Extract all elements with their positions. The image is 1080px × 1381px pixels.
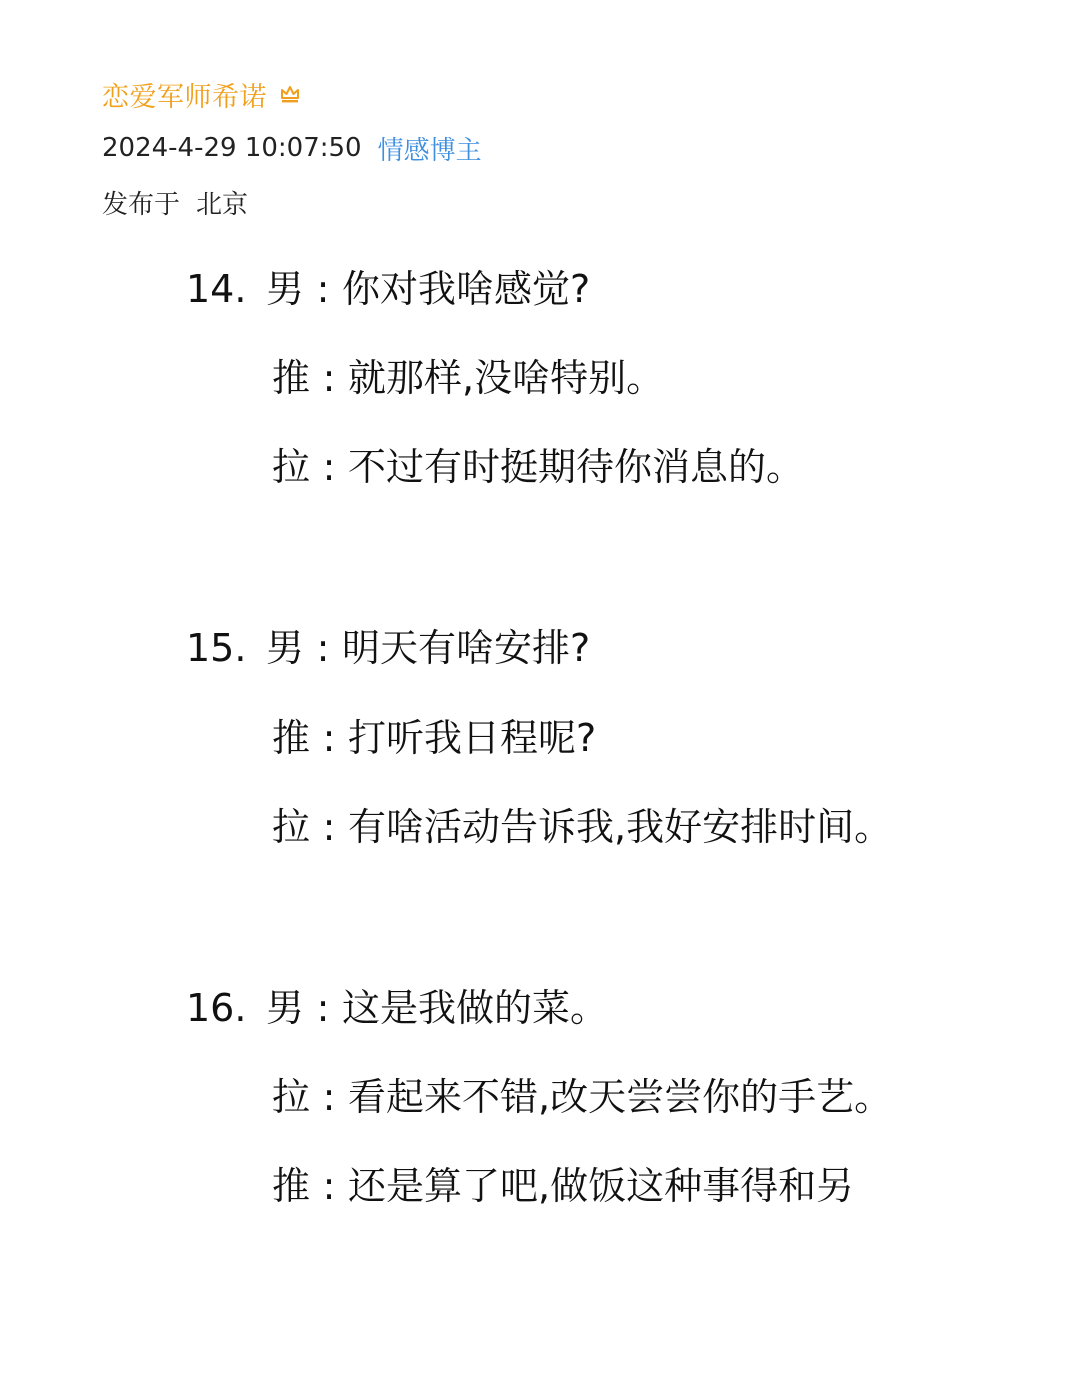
dialogue-line: [272, 803, 892, 851]
dialogue-line: [272, 1073, 892, 1121]
speaker-colon: :: [322, 1164, 336, 1208]
post-timestamp: 2024-4-29 10:07:50: [102, 133, 362, 163]
dialogue-text: 还是算了吧,做饭这种事得和另: [348, 1164, 855, 1208]
speaker-label: 拉: [272, 445, 311, 489]
speaker-label: 男: [266, 626, 305, 670]
speaker-colon: :: [316, 986, 330, 1030]
author-row: [102, 72, 482, 116]
crown-icon: [279, 83, 301, 105]
speaker-label: 拉: [272, 805, 311, 849]
speaker-label: 推: [272, 1164, 311, 1208]
dialogue-text: 打听我日程呢?: [348, 716, 597, 760]
dialogue-text: 有啥活动告诉我,我好安排时间。: [348, 805, 893, 849]
dialogue-text: 就那样,没啥特别。: [348, 356, 665, 400]
author-name[interactable]: 恋爱军师希诺: [102, 81, 267, 113]
dialogue-number: 16.: [186, 986, 247, 1030]
speaker-label: 男: [266, 267, 305, 311]
dialogue-line: [186, 984, 608, 1032]
speaker-colon: :: [316, 626, 330, 670]
dialogue-text: 不过有时挺期待你消息的。: [348, 445, 805, 489]
dialogue-number: 15.: [186, 626, 247, 670]
speaker-colon: :: [322, 445, 336, 489]
dialogue-line: [186, 624, 590, 672]
dialogue-line: [272, 714, 596, 762]
speaker-label: 推: [272, 716, 311, 760]
location-value: 北京: [196, 189, 249, 220]
dialogue-text: 明天有啥安排?: [342, 626, 591, 670]
speaker-colon: :: [322, 356, 336, 400]
dialogue-line: [186, 265, 590, 313]
post-header: [102, 72, 482, 224]
speaker-label: 拉: [272, 1075, 311, 1119]
meta-row: [102, 126, 482, 170]
speaker-colon: :: [322, 805, 336, 849]
dialogue-text: 你对我啥感觉?: [342, 267, 591, 311]
dialogue-line: [272, 1162, 854, 1210]
speaker-label: 推: [272, 356, 311, 400]
speaker-colon: :: [322, 1075, 336, 1119]
dialogue-number: 14.: [186, 267, 247, 311]
dialogue-line: [272, 443, 804, 491]
dialogue-line: [272, 354, 664, 402]
dialogue-text: 这是我做的菜。: [342, 986, 609, 1030]
dialogue-text: 看起来不错,改天尝尝你的手艺。: [348, 1075, 893, 1119]
location-label: 发布于: [102, 189, 181, 220]
speaker-colon: :: [316, 267, 330, 311]
location-row: [102, 180, 482, 224]
speaker-label: 男: [266, 986, 305, 1030]
author-tag-link[interactable]: 情感博主: [377, 135, 482, 166]
speaker-colon: :: [322, 716, 336, 760]
